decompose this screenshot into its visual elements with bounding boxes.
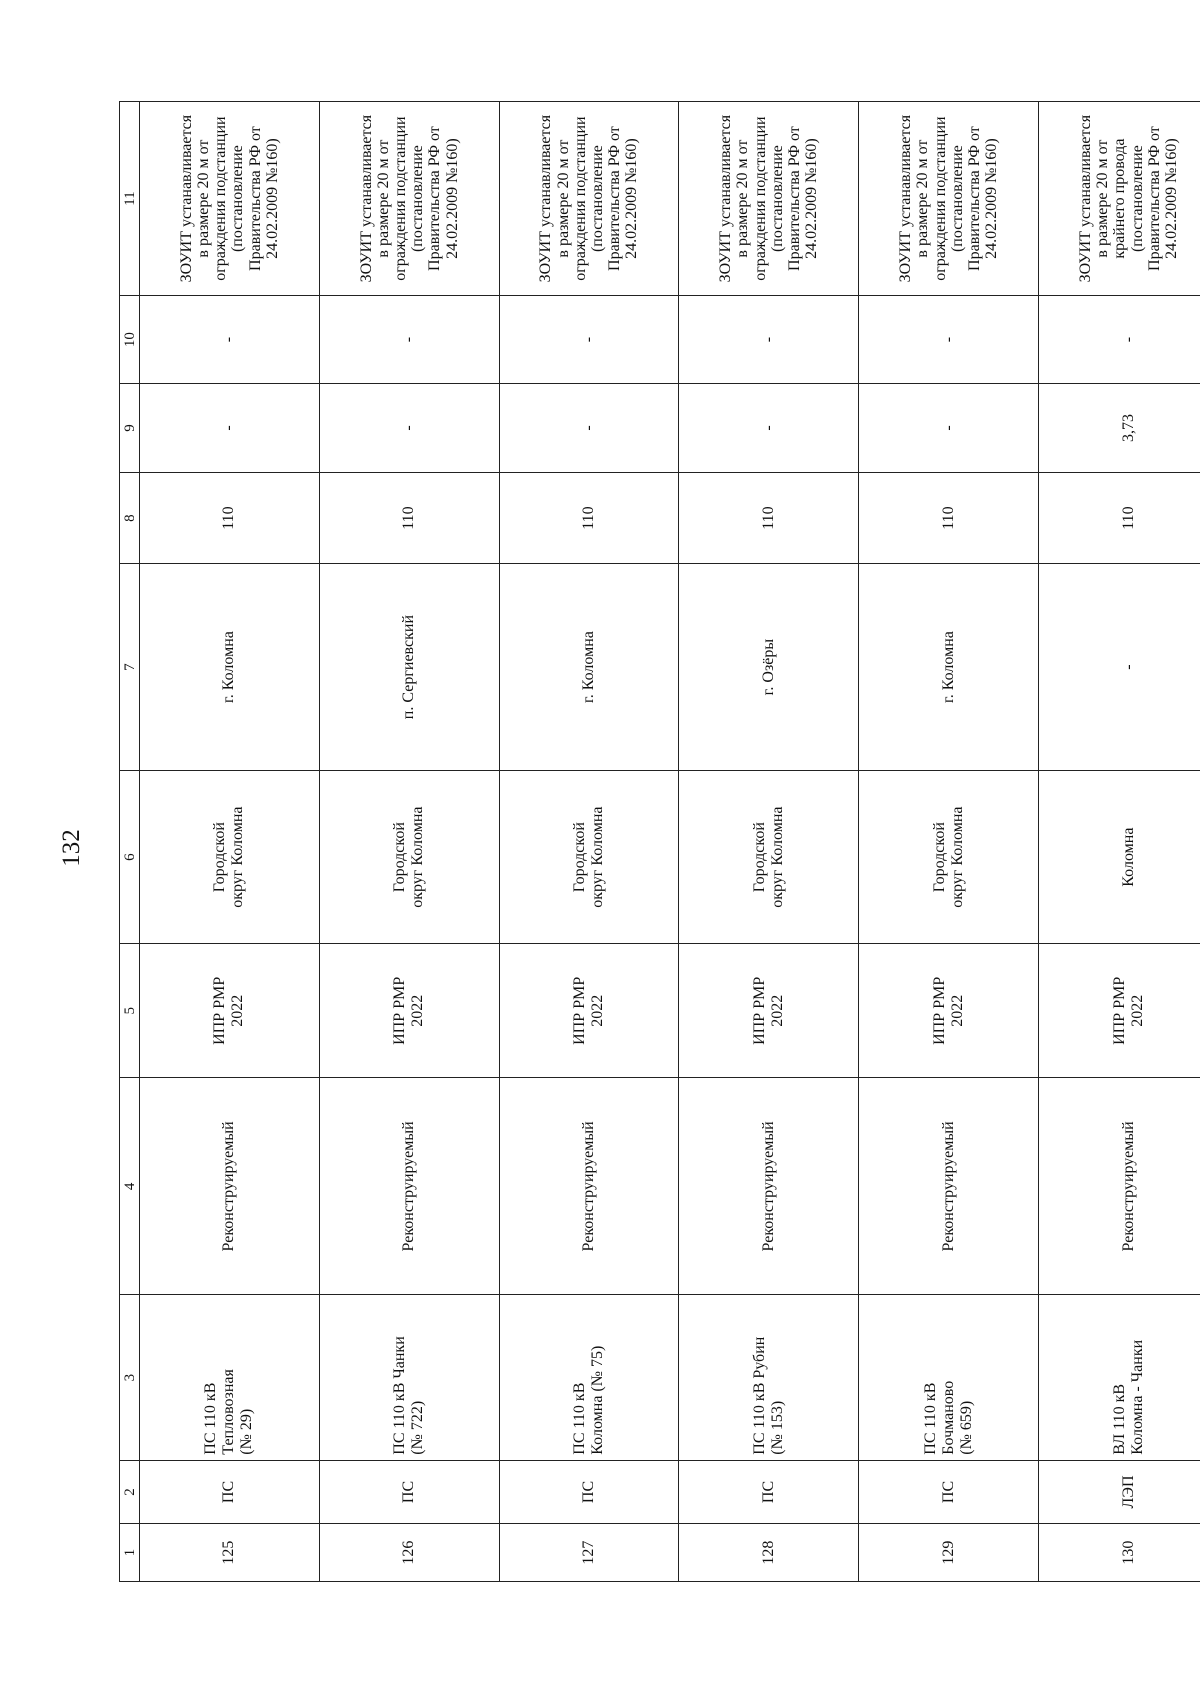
- status-cell: [319, 1078, 499, 1295]
- status-cell: [1039, 1078, 1200, 1295]
- cell-text: ЗОУИТ устанавливается в размере 20 м от ограждения подстанции (постановление Правительства РФ от 24.02.2009 №160): [537, 114, 641, 283]
- power-cell: [140, 296, 320, 384]
- cell-text: Реконструируемый: [1119, 1121, 1137, 1252]
- cell-text: ИПР РМР 2022: [391, 976, 427, 1045]
- restriction-zone-cell: [499, 102, 679, 296]
- cell-text: 128: [759, 1540, 777, 1565]
- cell-text: 126: [400, 1540, 418, 1565]
- cell-text: -: [939, 425, 957, 431]
- data-table: [119, 101, 1200, 1582]
- source-cell: [1039, 944, 1200, 1078]
- cell-text: ПС: [580, 1480, 598, 1504]
- table-row: [859, 102, 1039, 1582]
- cell-text: ИПР РМР 2022: [1110, 976, 1146, 1045]
- cell-text: ЗОУИТ устанавливается в размере 20 м от ограждения подстанции (постановление Правительства РФ от 24.02.2009 №160): [897, 114, 1001, 283]
- cell-text: -: [220, 336, 238, 343]
- cell-text: 110: [1119, 506, 1137, 530]
- cell-text: 125: [220, 1540, 238, 1565]
- power-cell: [679, 296, 859, 384]
- cell-text: -: [759, 425, 777, 431]
- length-cell: [679, 383, 859, 472]
- voltage-cell: [679, 472, 859, 563]
- header-row: [120, 102, 140, 1582]
- page-number: 132: [58, 829, 85, 867]
- voltage-cell: [140, 472, 320, 563]
- column-header: 4: [120, 1078, 140, 1295]
- restriction-zone-cell: [859, 102, 1039, 296]
- status-cell: [859, 1078, 1039, 1295]
- row-number-cell: [859, 1524, 1039, 1582]
- cell-text: Городской округ Коломна: [211, 806, 247, 908]
- restriction-zone-cell: [319, 102, 499, 296]
- municipality-cell: [499, 770, 679, 943]
- cell-text: ПС 110 кВ Рубин (№ 153): [750, 1336, 786, 1455]
- column-header: 6: [120, 770, 140, 943]
- status-cell: [679, 1078, 859, 1295]
- cell-text: ИПР РМР 2022: [211, 976, 247, 1045]
- cell-text: г. Коломна: [220, 631, 238, 704]
- column-header: 3: [120, 1295, 140, 1460]
- length-cell: [319, 383, 499, 472]
- column-header: 2: [120, 1460, 140, 1524]
- column-header: 1: [120, 1524, 140, 1582]
- cell-text: г. Коломна: [939, 631, 957, 704]
- cell-text: 110: [580, 506, 598, 530]
- object-type-cell: [499, 1460, 679, 1524]
- municipality-cell: [1039, 770, 1200, 943]
- municipality-cell: [140, 770, 320, 943]
- settlement-cell: [859, 564, 1039, 771]
- table-body: [140, 102, 1200, 1582]
- cell-text: -: [1119, 664, 1137, 670]
- object-name-cell: [319, 1295, 499, 1460]
- cell-text: ЗОУИТ устанавливается в размере 20 м от ограждения подстанции (постановление Правительства РФ от 24.02.2009 №160): [717, 114, 821, 283]
- cell-text: -: [939, 336, 957, 343]
- object-name-cell: [859, 1295, 1039, 1460]
- cell-text: Реконструируемый: [759, 1121, 777, 1252]
- length-cell: [140, 383, 320, 472]
- length-cell: [499, 383, 679, 472]
- table-row: [140, 102, 320, 1582]
- cell-text: Городской округ Коломна: [391, 806, 427, 908]
- cell-text: 110: [220, 506, 238, 530]
- length-cell: [1039, 383, 1200, 472]
- cell-text: 110: [939, 506, 957, 530]
- cell-text: -: [580, 425, 598, 431]
- cell-text: Реконструируемый: [939, 1121, 957, 1252]
- table-row: [679, 102, 859, 1582]
- power-cell: [859, 296, 1039, 384]
- cell-text: ИПР РМР 2022: [750, 976, 786, 1045]
- cell-text: ИПР РМР 2022: [930, 976, 966, 1045]
- voltage-cell: [859, 472, 1039, 563]
- settlement-cell: [679, 564, 859, 771]
- object-name-cell: [499, 1295, 679, 1460]
- object-name-cell: [679, 1295, 859, 1460]
- cell-text: Городской округ Коломна: [930, 806, 966, 908]
- power-cell: [499, 296, 679, 384]
- column-header: 5: [120, 944, 140, 1078]
- source-cell: [319, 944, 499, 1078]
- cell-text: Реконструируемый: [580, 1121, 598, 1252]
- municipality-cell: [859, 770, 1039, 943]
- settlement-cell: [499, 564, 679, 771]
- cell-text: ИПР РМР 2022: [571, 976, 607, 1045]
- object-type-cell: [319, 1460, 499, 1524]
- cell-text: ЛЭП: [1119, 1475, 1137, 1509]
- object-type-cell: [140, 1460, 320, 1524]
- row-number-cell: [499, 1524, 679, 1582]
- cell-text: ЗОУИТ устанавливается в размере 20 м от ограждения подстанции (постановление Правительства РФ от 24.02.2009 №160): [357, 114, 461, 283]
- cell-text: ПС 110 кВ Тепловозная (№ 29): [202, 1369, 256, 1455]
- cell-text: -: [759, 336, 777, 343]
- table-row: [499, 102, 679, 1582]
- cell-text: 110: [759, 506, 777, 530]
- settlement-cell: [1039, 564, 1200, 771]
- row-number-cell: [140, 1524, 320, 1582]
- power-cell: [1039, 296, 1200, 384]
- column-header: 11: [120, 102, 140, 296]
- cell-text: -: [220, 425, 238, 431]
- cell-text: г. Коломна: [580, 631, 598, 704]
- table-row: [1039, 102, 1200, 1582]
- object-name-cell: [140, 1295, 320, 1460]
- cell-text: ВЛ 110 кВ Коломна - Чанки: [1110, 1339, 1146, 1455]
- object-type-cell: [1039, 1460, 1200, 1524]
- settlement-cell: [140, 564, 320, 771]
- voltage-cell: [1039, 472, 1200, 563]
- cell-text: -: [400, 425, 418, 431]
- table-row: [319, 102, 499, 1582]
- source-cell: [859, 944, 1039, 1078]
- status-cell: [140, 1078, 320, 1295]
- object-type-cell: [679, 1460, 859, 1524]
- cell-text: г. Озёры: [759, 638, 777, 696]
- object-type-cell: [859, 1460, 1039, 1524]
- cell-text: ПС 110 кВ Чанки (№ 722): [391, 1336, 427, 1455]
- cell-text: 129: [939, 1540, 957, 1565]
- row-number-cell: [679, 1524, 859, 1582]
- source-cell: [499, 944, 679, 1078]
- cell-text: ЗОУИТ устанавливается в размере 20 м от крайнего провода (постановление Правительства РФ от 24.02.2009 №160): [1076, 114, 1180, 283]
- cell-text: 130: [1119, 1540, 1137, 1565]
- cell-text: 3,73: [1119, 413, 1137, 442]
- cell-text: ПС 110 кВ Коломна (№ 75): [571, 1345, 607, 1455]
- cell-text: ПС: [939, 1480, 957, 1504]
- object-name-cell: [1039, 1295, 1200, 1460]
- cell-text: Реконструируемый: [220, 1121, 238, 1252]
- column-header: 9: [120, 383, 140, 472]
- restriction-zone-cell: [679, 102, 859, 296]
- length-cell: [859, 383, 1039, 472]
- voltage-cell: [499, 472, 679, 563]
- cell-text: 110: [400, 506, 418, 530]
- column-header: 8: [120, 472, 140, 563]
- row-number-cell: [319, 1524, 499, 1582]
- cell-text: ПС: [759, 1480, 777, 1504]
- municipality-cell: [319, 770, 499, 943]
- cell-text: -: [580, 336, 598, 343]
- cell-text: ПС: [220, 1480, 238, 1504]
- municipality-cell: [679, 770, 859, 943]
- cell-text: Реконструируемый: [400, 1121, 418, 1252]
- column-header: 7: [120, 564, 140, 771]
- cell-text: Городской округ Коломна: [571, 806, 607, 908]
- cell-text: ПС: [400, 1480, 418, 1504]
- power-cell: [319, 296, 499, 384]
- restriction-zone-cell: [1039, 102, 1200, 296]
- row-number-cell: [1039, 1524, 1200, 1582]
- restriction-zone-cell: [140, 102, 320, 296]
- settlement-cell: [319, 564, 499, 771]
- column-header: 10: [120, 296, 140, 384]
- source-cell: [140, 944, 320, 1078]
- cell-text: ПС 110 кВ Бочманово (№ 659): [921, 1380, 975, 1455]
- cell-text: Городской округ Коломна: [750, 806, 786, 908]
- cell-text: -: [1119, 336, 1137, 343]
- status-cell: [499, 1078, 679, 1295]
- rotated-table-container: [119, 101, 1200, 1582]
- source-cell: [679, 944, 859, 1078]
- voltage-cell: [319, 472, 499, 563]
- cell-text: Коломна: [1119, 827, 1137, 887]
- cell-text: -: [400, 336, 418, 343]
- cell-text: 127: [580, 1540, 598, 1565]
- cell-text: п. Сергиевский: [400, 614, 418, 720]
- cell-text: ЗОУИТ устанавливается в размере 20 м от ограждения подстанции (постановление Правительства РФ от 24.02.2009 №160): [177, 114, 281, 283]
